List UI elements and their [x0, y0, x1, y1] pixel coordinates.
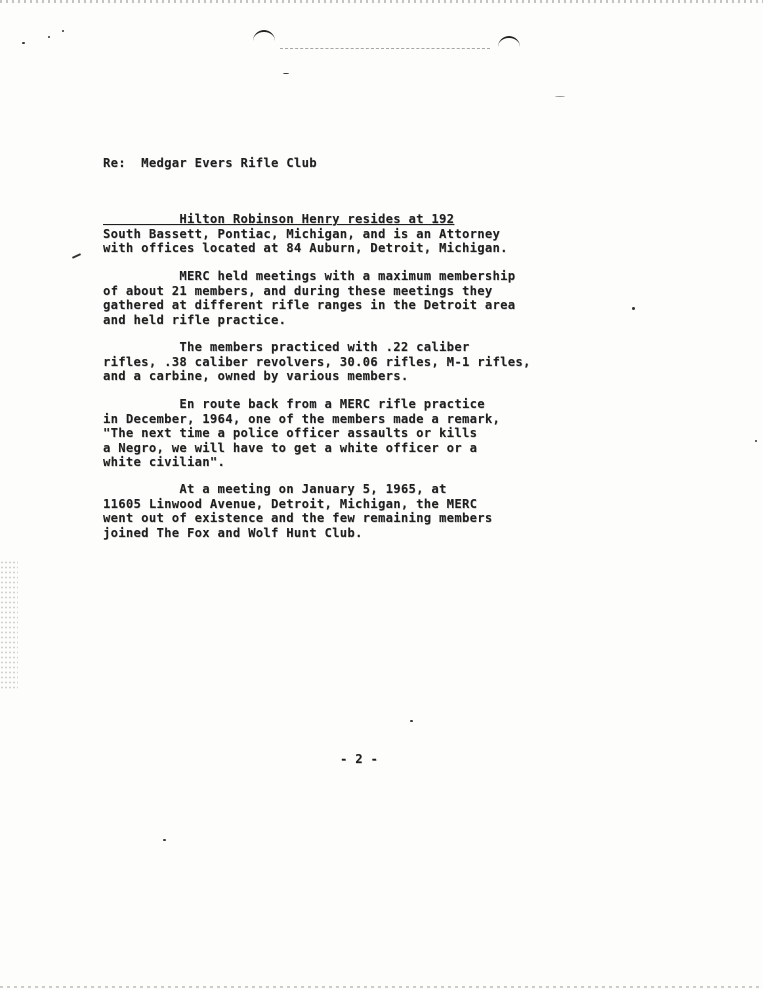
re-line: Re: Medgar Evers Rifle Club — [103, 156, 317, 170]
scan-speck — [755, 440, 757, 442]
scan-speck — [48, 36, 50, 38]
scan-speck — [62, 30, 64, 32]
page-number: - 2 - — [340, 752, 379, 766]
paragraph-line: in December, 1964, one of the members made a remark, — [103, 411, 501, 426]
scan-speck — [410, 720, 413, 722]
paragraph-line: a Negro, we will have to get a white officer or a — [103, 440, 478, 455]
punch-hole-mark-right — [498, 36, 520, 48]
paragraph-line: 11605 Linwood Avenue, Detroit, Michigan, the MERC — [103, 496, 478, 511]
scan-speck — [555, 96, 565, 97]
paragraph-line: MERC held meetings with a maximum membership — [103, 269, 516, 283]
paragraph-line: rifles, .38 caliber revolvers, 30.06 rifles, M-1 rifles, — [103, 354, 531, 369]
scan-speck — [22, 42, 25, 44]
paragraph-line: of about 21 members, and during these meetings they — [103, 283, 493, 298]
margin-mark — [72, 253, 81, 259]
scan-speck — [632, 307, 635, 310]
scan-edge-noise — [0, 560, 18, 690]
scan-speck — [163, 839, 166, 841]
paragraph-meetings — [103, 269, 515, 327]
paragraph-line: and held rifle practice. — [103, 312, 287, 327]
header-rule — [280, 48, 490, 49]
paragraph-remark — [103, 397, 500, 470]
paragraph-line: with offices located at 84 Auburn, Detroit, Michigan. — [103, 241, 508, 256]
paragraph-line: joined The Fox and Wolf Hunt Club. — [103, 525, 363, 540]
paragraph-line: The members practiced with .22 caliber — [103, 340, 470, 354]
paragraph-line: Hilton Robinson Henry resides at 192 — [103, 212, 455, 226]
paragraph-line: and a carbine, owned by various members. — [103, 369, 409, 384]
paragraph-line: At a meeting on January 5, 1965, at — [103, 482, 447, 496]
paragraph-weapons — [103, 340, 531, 384]
punch-hole-mark-left — [253, 30, 275, 42]
scan-bottom-edge — [0, 986, 763, 988]
paragraph-line: white civilian". — [103, 455, 226, 470]
paragraph-line: South Bassett, Pontiac, Michigan, and is an Attorney — [103, 226, 501, 241]
paragraph-line: En route back from a MERC rifle practice — [103, 397, 485, 411]
paragraph-line: went out of existence and the few remaining members — [103, 511, 493, 526]
scan-speck — [283, 73, 289, 74]
paragraph-line: "The next time a police officer assaults or kills — [103, 426, 478, 441]
paragraph-dissolution — [103, 482, 493, 540]
scan-top-edge — [0, 0, 763, 3]
paragraph-attorney — [103, 212, 508, 256]
paragraph-line: gathered at different rifle ranges in the Detroit area — [103, 298, 516, 313]
